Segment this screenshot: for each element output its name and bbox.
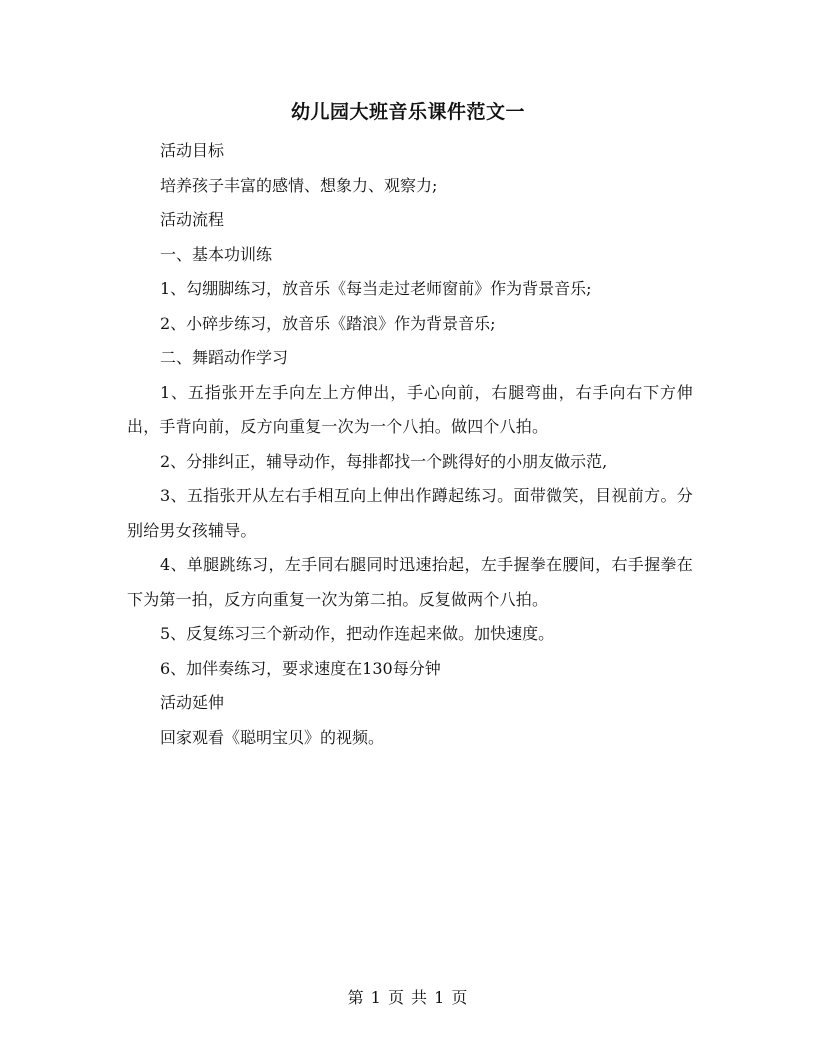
paragraph-activity-goal: 培养孩子丰富的感情、想象力、观察力; <box>160 175 438 195</box>
paragraph-activity-goal-heading: 活动目标 <box>160 141 225 160</box>
page-number-footer: 第 1 页 共 1 页 <box>347 988 469 1007</box>
paragraph-activity-process-heading: 活动流程 <box>160 210 225 229</box>
paragraph-step-2: 2、小碎步练习，放音乐《踏浪》作为背景音乐; <box>160 313 496 333</box>
paragraph-activity-extension-heading: 活动延伸 <box>160 693 225 712</box>
paragraph-dance-step-4: 4、单腿跳练习，左手同右腿同时迅速抬起，左手握拳在腰间，右手握拳在下为第一拍，反方向重复一次为第二拍。反复做两个八拍。 <box>127 555 693 609</box>
paragraph-step-1: 1、勾绷脚练习，放音乐《每当走过老师窗前》作为背景音乐; <box>160 279 592 298</box>
paragraph-section-two-heading: 二、舞蹈动作学习 <box>160 348 289 367</box>
paragraph-activity-extension: 回家观看《聪明宝贝》的视频。 <box>160 727 385 747</box>
document-body <box>127 134 693 755</box>
paragraph-dance-step-1: 1、五指张开左手向左上方伸出，手心向前，右腿弯曲，右手向右下方伸出，手背向前，反方向重复一次为一个八拍。做四个八拍。 <box>127 382 693 436</box>
paragraph-dance-step-5: 5、反复练习三个新动作，把动作连起来做。加快速度。 <box>160 624 555 643</box>
paragraph-dance-step-6: 6、加伴奏练习，要求速度在130每分钟 <box>160 658 441 678</box>
paragraph-dance-step-2: 2、分排纠正，辅导动作，每排都找一个跳得好的小朋友做示范, <box>160 451 608 471</box>
paragraph-section-one-heading: 一、基本功训练 <box>160 244 273 264</box>
document-title: 幼儿园大班音乐课件范文一 <box>290 101 525 123</box>
paragraph-dance-step-3: 3、五指张开从左右手相互向上伸出作蹲起练习。面带微笑，目视前方。分别给男女孩辅导。 <box>127 486 693 540</box>
